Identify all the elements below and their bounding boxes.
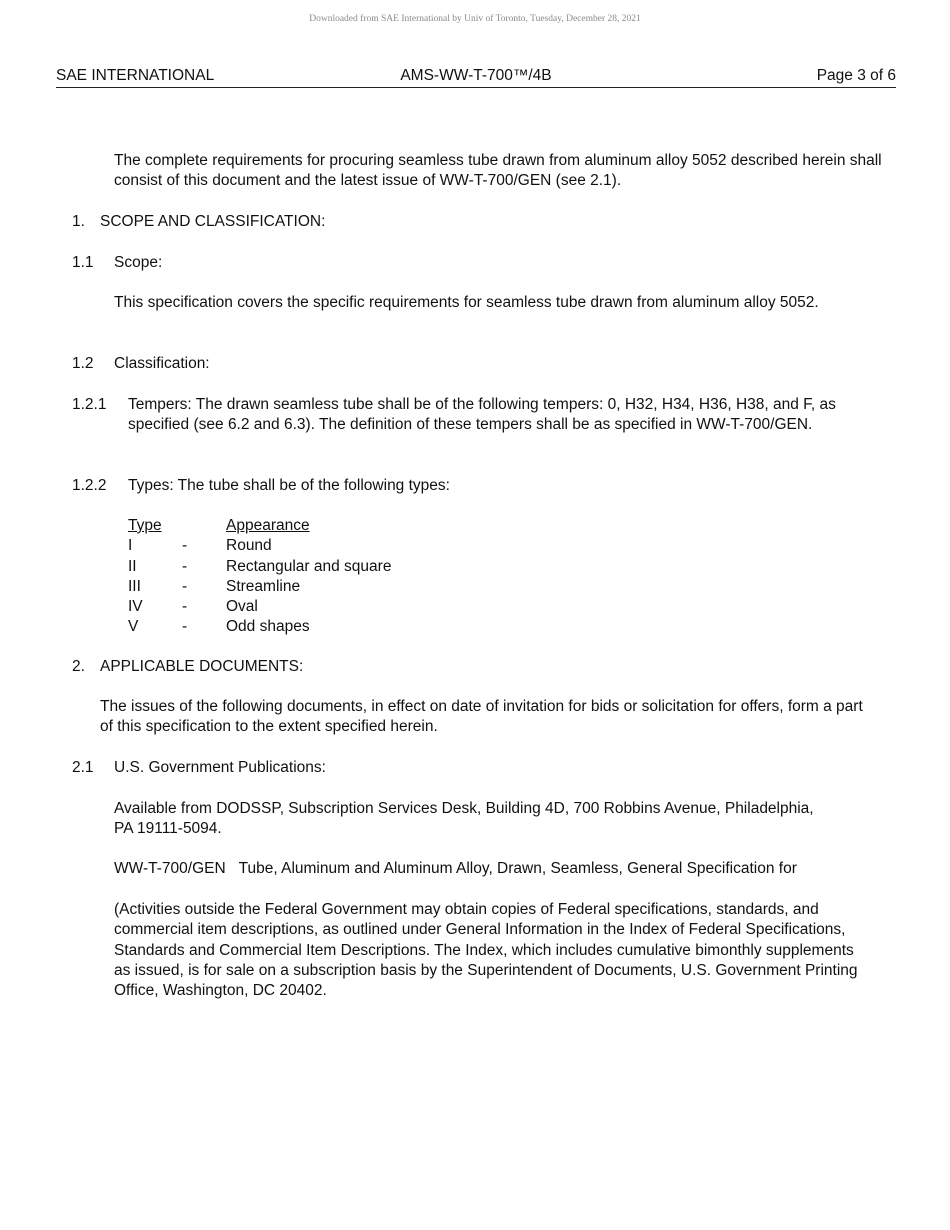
section-1-title: SCOPE AND CLASSIFICATION:: [100, 213, 326, 230]
section-1-heading: [72, 212, 85, 232]
header-org: SAE INTERNATIONAL: [56, 67, 215, 84]
section-1-2-1-number: 1.2.1: [72, 396, 107, 413]
type-cell: IV: [128, 598, 143, 616]
type-cell: II: [128, 557, 137, 575]
section-1-2-2-text: Types: The tube shall be of the following types:: [128, 477, 450, 494]
section-2-number: 2.: [72, 658, 85, 675]
section-1-2-title: Classification:: [114, 355, 210, 372]
appearance-cell: Streamline: [226, 577, 301, 595]
header-doc-id: AMS-WW-T-700™/4B: [400, 67, 552, 84]
type-cell: I: [128, 537, 133, 555]
col-type-header: Type: [128, 517, 162, 534]
header-page-number: Page 3 of 6: [816, 67, 896, 84]
type-cell: III: [128, 577, 141, 595]
intro-paragraph: The complete requirements for procuring seamless tube drawn from aluminum alloy 5052 described herein shall consist of this document and the latest issue of WW-T-700/GEN (see 2.1).: [114, 152, 882, 190]
section-2-text: The issues of the following documents, in effect on date of invitation for bids or solicitation for offers, form a part of this specification to the extent specified herein.: [100, 698, 863, 736]
section-1-1-title: Scope:: [114, 254, 163, 271]
section-number: 1.: [72, 213, 85, 230]
dash-cell: -: [182, 618, 188, 636]
type-cell: V: [128, 618, 139, 636]
reference-id: WW-T-700/GEN: [114, 860, 226, 877]
section-2-1-availability: Available from DODSSP, Subscription Services Desk, Building 4D, 700 Robbins Avenue, Philadelphia, PA 19111-5094.: [114, 800, 814, 838]
dash-cell: -: [182, 537, 188, 555]
appearance-cell: Rectangular and square: [226, 557, 392, 575]
reference-entry: [114, 859, 797, 879]
section-1-2-number: 1.2: [72, 355, 94, 372]
download-watermark: Downloaded from SAE International by Univ of Toronto, Tuesday, December 28, 2021: [309, 14, 641, 24]
section-2-1-note: (Activities outside the Federal Government may obtain copies of Federal specifications, standards, and commercial item descriptions, as outlined under General Information in the Index of Federal Specifications, Standards and Commercial Item Descriptions. The Index, which includes cumulative bimonthly supplements as issued, is for sale on a subscription basis by the Superintendent of Documents, U.S. Government Printing Office, Washington, DC 20402.: [114, 901, 858, 1000]
appearance-cell: Oval: [226, 598, 258, 616]
section-1-1-text: This specification covers the specific requirements for seamless tube drawn from aluminum alloy 5052.: [114, 294, 819, 311]
dash-cell: -: [182, 557, 188, 575]
section-2-1-number: 2.1: [72, 759, 94, 776]
dash-cell: -: [182, 577, 188, 595]
dash-cell: -: [182, 598, 188, 616]
section-2-title: APPLICABLE DOCUMENTS:: [100, 658, 304, 675]
col-appearance-header: Appearance: [226, 517, 310, 534]
section-1-2-2-number: 1.2.2: [72, 477, 107, 494]
appearance-cell: Odd shapes: [226, 618, 310, 636]
page-header: [56, 66, 896, 88]
section-2-1-title: U.S. Government Publications:: [114, 759, 326, 776]
section-1-1-number: 1.1: [72, 254, 94, 271]
section-1-2-1-text: Tempers: The drawn seamless tube shall be of the following tempers: 0, H32, H34, H36, H38, and F, as specified (see 6.2 and 6.3). The definition of these tempers shall be as specified in WW-T-700/GEN.: [128, 396, 836, 434]
reference-title: Tube, Aluminum and Aluminum Alloy, Drawn, Seamless, General Specification for: [238, 860, 797, 877]
appearance-cell: Round: [226, 537, 272, 555]
